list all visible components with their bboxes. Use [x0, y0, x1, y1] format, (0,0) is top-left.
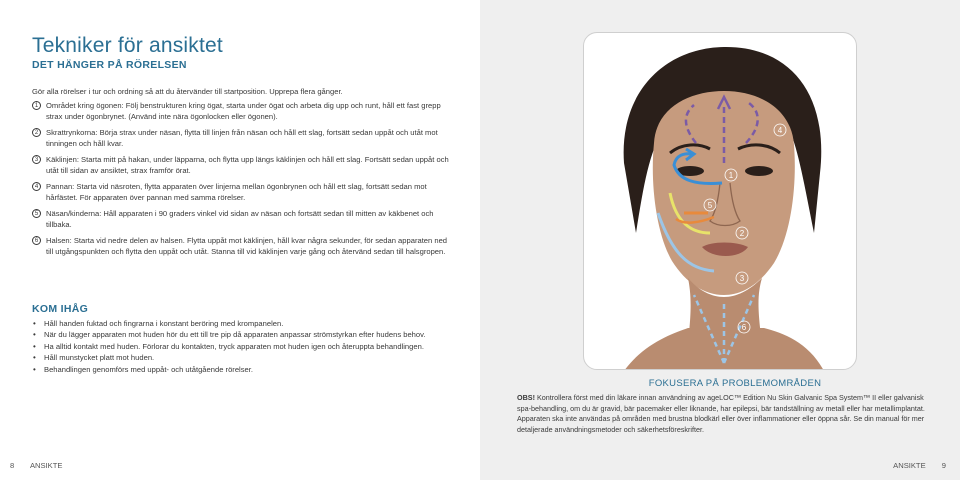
warning-obs: OBS!: [517, 393, 535, 402]
footer-label: ANSIKTE: [893, 461, 926, 470]
step-item: [32, 235, 452, 258]
step-number: 1: [32, 101, 41, 110]
step-number: 5: [32, 209, 41, 218]
page-number: 8: [10, 461, 15, 470]
warning-title: FOKUSERA PÅ PROBLEMOMRÅDEN: [648, 378, 822, 389]
intro-text: Gör alla rörelser i tur och ordning så att du återvänder till startposition. Upprepa flera gånger.: [32, 87, 343, 96]
face-illustration: [584, 33, 857, 370]
step-number: 2: [32, 128, 41, 137]
warning-text: [517, 393, 932, 436]
page-title: Tekniker för ansiktet: [32, 34, 223, 57]
svg-text:1: 1: [728, 171, 734, 180]
step-number: 6: [32, 236, 41, 245]
list-item: • När du lägger apparaten mot huden hör du ett till tre pip då apparaten anpassar strömstyrkan efter hudens behov.: [33, 330, 426, 340]
face-diagram: [583, 32, 857, 370]
footer-left: [10, 461, 62, 470]
warning-body: Kontrollera först med din läkare innan användning av ageLOC™ Edition Nu Skin Galvanic Spa System™ II eller galvanisk spa-behandling, om du är gravid, bär pacemaker eller liknande, har epilepsi, bär tandställning av metall eller har metallimplantat. Apparaten ska inte användas på områden med brustna blodkärl eller över inflammationer eller öppna sår. Se din manual för mer detaljerade användningsmetoder och säkerhetsföreskrifter.: [517, 393, 925, 435]
bullet-icon: •: [33, 330, 36, 340]
step-number: 3: [32, 155, 41, 164]
list-item: • Håll munstycket platt mot huden.: [33, 353, 155, 363]
step-text: Halsen: Starta vid nedre delen av halsen. Flytta uppåt mot käklinjen, håll kvar några sekunder, för sedan apparaten ned till utgångspunkten och flytta den uppåt och utåt. Stanna till vid käklinjen varje gång och återvänd sedan till halsgropen.: [46, 236, 448, 257]
footer-label: ANSIKTE: [29, 461, 63, 470]
step-text: Skrattrynkorna: Börja strax under näsan, flytta till linjen från näsan och håll ett slag, fortsätt sedan uppåt och utåt mot tinningen och håll kvar.: [46, 128, 438, 149]
bullet-icon: •: [33, 319, 36, 328]
step-item: [32, 208, 452, 231]
svg-text:2: 2: [739, 229, 745, 238]
step-number: 4: [32, 182, 41, 191]
svg-text:5: 5: [707, 201, 713, 210]
bullet-icon: •: [33, 353, 36, 363]
list-item: • Ha alltid kontakt med huden. Förlorar du kontakten, tryck apparaten mot huden igen och återuppta behandlingen.: [33, 341, 424, 351]
step-text: Området kring ögonen: Följ benstrukturen kring ögat, starta under ögat och arbeta dig upp och runt, håll ett fast grepp strax under ögonbrynet. (Använd inte nära ögonlocken eller ögonen).: [46, 101, 441, 122]
svg-text:6: 6: [741, 323, 747, 332]
footer-right: [893, 461, 946, 470]
page-number: 9: [941, 461, 946, 470]
list-item: • Håll handen fuktad och fingrarna i konstant beröring med krompanelen.: [33, 319, 284, 328]
step-item: [32, 127, 452, 150]
step-text: Pannan: Starta vid näsroten, flytta apparaten över linjerna mellan ögonbrynen och håll ett slag, fortsätt sedan mot hårfästet. För apparaten över pannan med samma rörelser.: [46, 182, 427, 203]
svg-text:4: 4: [777, 126, 783, 135]
svg-text:3: 3: [739, 274, 745, 283]
section-subtitle: DET HÄNGER PÅ RÖRELSEN: [32, 59, 187, 71]
steps-list: [32, 100, 452, 262]
bullet-icon: •: [33, 364, 36, 374]
right-eye: [745, 166, 773, 176]
step-item: [32, 181, 452, 204]
tips-list: [32, 318, 442, 375]
bullet-icon: •: [33, 341, 36, 351]
list-item: • Behandlingen genomförs med uppåt- och utåtgående rörelser.: [33, 364, 253, 374]
step-text: Käklinjen: Starta mitt på hakan, under läpparna, och flytta upp längs käklinjen och håll ett slag. Fortsätt sedan uppåt och utåt till sidan av ansiktet, strax framför örat.: [46, 155, 449, 176]
step-text: Näsan/kinderna: Håll apparaten i 90 graders vinkel vid sidan av näsan och fortsätt sedan till mitten av käkbenet och tillbaka.: [46, 209, 434, 230]
step-item: [32, 100, 452, 123]
tips-title: KOM IHÅG: [32, 303, 89, 315]
step-item: [32, 154, 452, 177]
